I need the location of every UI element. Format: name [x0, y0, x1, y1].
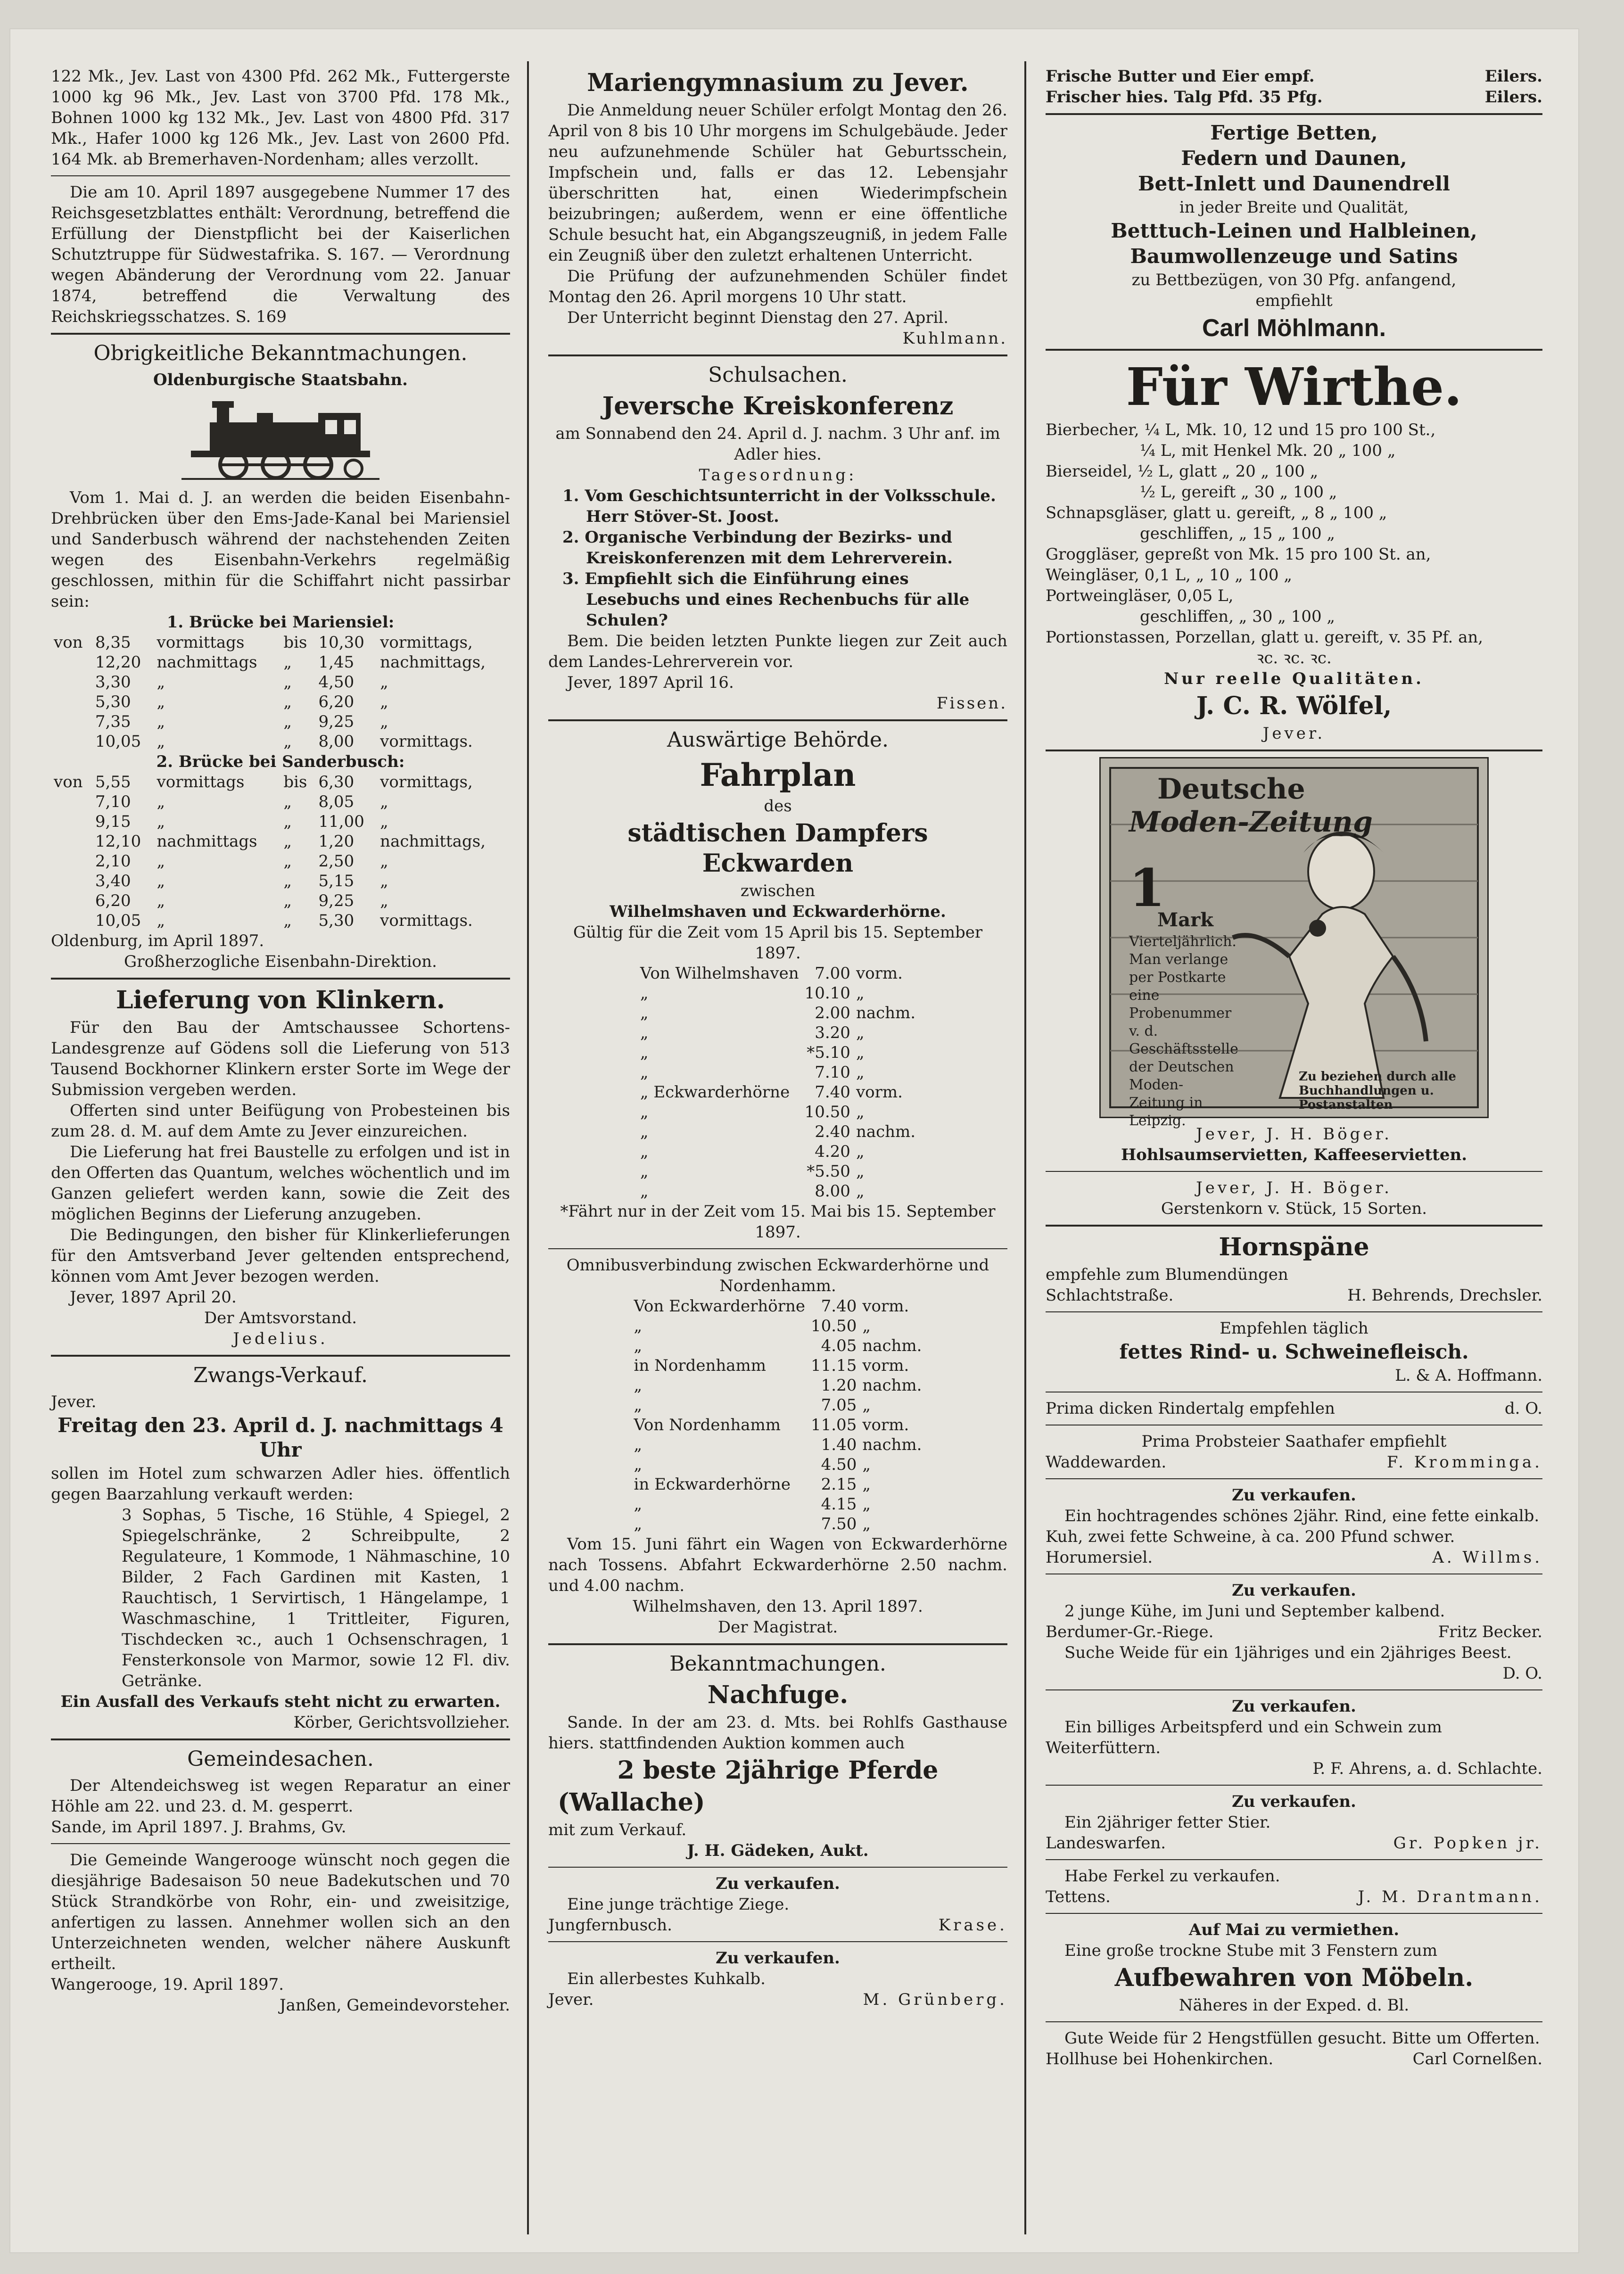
tagesordnung-item-3: 3. Empfiehlt sich die Einführung eines Lesebuchs und eines Rechenbuchs für alle Schulen?: [562, 569, 970, 630]
butter-sign-1: Eilers.: [1484, 67, 1542, 86]
divider: [1046, 1311, 1542, 1312]
omnibus-sign: Der Magistrat.: [717, 1618, 838, 1637]
hornspaene-text: empfehle zum Blumendüngen: [1046, 1265, 1288, 1284]
table-row: 12,20 nachmittags „ 1,45 nachmittags,: [95, 653, 486, 672]
saathafer-place: Waddewarden.: [1046, 1453, 1167, 1472]
kreiskonferenz-sign: Fissen.: [936, 694, 1007, 713]
section-title-obrigkeitlich: Obrigkeitliche Bekanntmachungen.: [93, 341, 468, 365]
column-1: [38, 66, 523, 2225]
kuehe-sign: Fritz Becker.: [1438, 1623, 1542, 1641]
table-row: „ 4.05 nachm.: [634, 1336, 922, 1355]
moden-title-1: Deutsche: [1157, 773, 1305, 806]
table-row: von 5,55 vormittags bis 6,30 vormittags,: [54, 773, 473, 791]
table-row: „ 2.00 nachm.: [640, 1004, 916, 1022]
pferde-headline: 2 beste 2jährige Pferde: [617, 1756, 939, 1785]
hengst-sign-row: [1046, 2049, 1542, 2069]
fahrplan-zwischen: zwischen: [740, 882, 816, 900]
staatsbahn-sign: Großherzogliche Eisenbahn-Direktion.: [124, 952, 437, 971]
vermiethen-title: Auf Mai zu vermiethen.: [1188, 1920, 1400, 1939]
klinker-title: Lieferung von Klinkern.: [115, 986, 445, 1014]
wirthe-place: Jever.: [1262, 724, 1326, 743]
rind-sign-row: [1046, 1547, 1542, 1568]
arbeitspferd-text: Ein billiges Arbeitspferd und ein Schwein zum Weiterfüttern.: [1046, 1718, 1442, 1757]
tagesordnung-item-1: 1. Vom Geschichtsunterricht in der Volksschule. Herr Stöver-St. Joost.: [562, 486, 996, 526]
table-row: in Nordenhamm 11.15 vorm.: [634, 1356, 909, 1375]
list-item: Bierbecher, ¼ L, Mk. 10, 12 und 15 pro 100 St.,: [1046, 420, 1436, 439]
butter-line-2: [1046, 87, 1542, 107]
gymnasium-text-3: Der Unterricht beginnt Dienstag den 27. April.: [567, 308, 949, 327]
divider: [548, 1867, 1007, 1868]
divider: [1046, 1171, 1542, 1172]
table-row: 3,40 „ „ 5,15 „: [95, 872, 388, 890]
gemeinde-sign-2: Janßen, Gemeindevorsteher.: [280, 1996, 510, 2015]
list-item: Weingläser, 0,1 L, „ 10 „ 100 „: [1046, 566, 1292, 585]
kuehe-sign-row: [1046, 1622, 1542, 1642]
divider: [548, 1643, 1007, 1645]
butter-text-2: Frischer hies. Talg Pfd. 35 Pfg.: [1046, 88, 1323, 107]
betten-line-3: Bett-Inlett und Daunendrell: [1138, 172, 1450, 195]
fleisch-title: fettes Rind- u. Schweinefleisch.: [1119, 1340, 1469, 1363]
butter-sign-2: Eilers.: [1484, 88, 1542, 107]
table-row: 2,10 „ „ 2,50 „: [95, 852, 388, 871]
column-rule-1: [527, 61, 529, 2234]
omnibus-text: Vom 15. Juni fährt ein Wagen von Eckwarderhörne nach Tossens. Abfahrt Eckwarderhörne 2.50 nachm. und 4.00 nachm.: [548, 1535, 1007, 1595]
divider: [51, 1355, 510, 1357]
list-item: ꝛc. ꝛc. ꝛc.: [1256, 649, 1332, 667]
betten-line-4: in jeder Breite und Qualität,: [1179, 198, 1409, 217]
divider: [51, 978, 510, 980]
ferkel-sign-row: [1046, 1887, 1542, 1907]
moden-mark: Mark: [1157, 909, 1213, 931]
weide-sign: D. O.: [1502, 1664, 1542, 1683]
moden-title-2: Moden-Zeitung: [1129, 806, 1373, 839]
wallache-headline: (Wallache): [558, 1788, 705, 1817]
fleisch-sign: L. & A. Hoffmann.: [1395, 1366, 1542, 1385]
divider: [548, 1941, 1007, 1942]
nachfuge-text: Sande. In der am 23. d. Mts. bei Rohlfs Gasthause hiers. stattfindenden Auktion kommen auch: [548, 1713, 1007, 1753]
divider: [1046, 1859, 1542, 1860]
gerstenkorn-text: Gerstenkorn v. Stück, 15 Sorten.: [1161, 1199, 1427, 1218]
list-item: Groggläser, gepreßt von Mk. 15 pro 100 St. an,: [1046, 545, 1431, 564]
moden-text: Vierteljährlich. Man verlange per Postkarte eine Probenummer v. d. Geschäftsstelle der Deutschen Moden-Zeitung in Leipzig.: [1129, 933, 1238, 1129]
list-item: Portionstassen, Porzellan, glatt u. gereift, v. 35 Pf. an,: [1046, 628, 1484, 647]
fleisch-pre: Empfehlen täglich: [1220, 1319, 1368, 1338]
hengst-sign: Carl Cornelßen.: [1412, 2050, 1542, 2068]
divider: [1046, 1689, 1542, 1690]
betten-line-8: empfiehlt: [1255, 291, 1333, 310]
talg-sign: d. O.: [1504, 1399, 1542, 1418]
wirthe-title: Für Wirthe.: [1126, 356, 1462, 417]
klinker-sign-2: Jedelius.: [233, 1329, 328, 1348]
table-row: „ 10.50 „: [634, 1317, 871, 1335]
nachfuge-title: Nachfuge.: [707, 1681, 849, 1709]
verkauf2-name: M. Grünberg.: [863, 1990, 1007, 2009]
betten-sign: Carl Möhlmann.: [1202, 314, 1386, 342]
divider: [548, 719, 1007, 721]
reichsgesetzblatt-notice: Die am 10. April 1897 ausgegebene Nummer 17 des Reichsgesetzblattes enthält: Verordnung, betreffend die Erfüllung der Dienstpflicht bei der Kaiserlichen Schutztruppe für Südwestafrika. S. 167. — Verordnung wegen Abänderung der Verordnung vom 22. Januar 1874, betreffend die Verwaltung des Reichskriegsschatzes. S. 169: [51, 183, 510, 326]
staatsbahn-place: Oldenburg, im April 1897.: [51, 931, 264, 950]
kreiskonferenz-bem: Bem. Die beiden letzten Punkte liegen zur Zeit auch dem Landes-Lehrerverein vor.: [548, 632, 1007, 671]
verkauf1-name: Krase.: [938, 1916, 1007, 1935]
fahrplan-subtitle: städtischen Dampfers Eckwarden: [627, 819, 928, 878]
list-item: Schnapsgläser, glatt u. gereift, „ 8 „ 100 „: [1046, 503, 1387, 522]
betten-line-2: Federn und Daunen,: [1181, 147, 1407, 170]
hohlsaum-text: Hohlsaumservietten, Kaffeeservietten.: [1121, 1145, 1467, 1164]
table-row: von 8,35 vormittags bis 10,30 vormittags,: [54, 633, 473, 652]
schulsachen-title: Schulsachen.: [708, 363, 848, 387]
moebel-title: Aufbewahren von Möbeln.: [1114, 1963, 1474, 1992]
verkauf2-text: Ein allerbestes Kuhkalb.: [567, 1969, 766, 1988]
stier-sign-row: [1046, 1833, 1542, 1854]
gemeinde-date-2: Wangerooge, 19. April 1897.: [51, 1975, 284, 1994]
verkauf1-title: Zu verkaufen.: [716, 1874, 840, 1893]
gemeinde-title: Gemeindesachen.: [187, 1747, 374, 1771]
gymnasium-title: Mariengymnasium zu Jever.: [587, 68, 969, 97]
kreiskonferenz-title: Jeversche Kreiskonferenz: [602, 392, 954, 420]
divider: [1046, 1478, 1542, 1479]
list-item: Portweingläser, 0,05 L,: [1046, 586, 1234, 605]
table-row: „ 1.40 nachm.: [634, 1435, 922, 1454]
verkauf2-title: Zu verkaufen.: [716, 1949, 840, 1968]
zwang-title: Zwangs-Verkauf.: [193, 1363, 368, 1387]
divider: [51, 333, 510, 335]
betten-line-6: Baumwollenzeuge und Satins: [1130, 245, 1458, 268]
table-row: „ 7.05 „: [634, 1396, 871, 1415]
hohlsaum-sign: Jever, J. H. Böger.: [1196, 1178, 1392, 1197]
staatsbahn-text: Vom 1. Mai d. J. an werden die beiden Eisenbahn-Drehbrücken über den Ems-Jade-Kanal bei Mariensiel und Sanderbusch während der nachstehenden Zeiten wegen des Eisenbahn-Verkehrs regelmäßig geschlossen, mithin für die Schiffahrt nicht passirbar sein:: [51, 488, 510, 611]
verkauf1-sign-row: [548, 1915, 1007, 1936]
vermiethen-text: Eine große trockne Stube mit 3 Fenstern zum: [1064, 1941, 1438, 1960]
staatsbahn-title: Oldenburgische Staatsbahn.: [153, 371, 408, 389]
rind-text: Ein hochtragendes schönes 2jähr. Rind, eine fette einkalb. Kuh, zwei fette Schweine, à ca. 200 Pfund schwer.: [1046, 1507, 1540, 1546]
omnibus-date: Wilhelmshaven, den 13. April 1897.: [633, 1597, 923, 1616]
klinker-text-1: Für den Bau der Amtschaussee Schortens-Landesgrenze auf Gödens soll die Lieferung von 513 Tausend Bockhorner Klinkern erster Sorte im Wege der Submission vergeben werden.: [51, 1018, 510, 1099]
fahrplan-des: des: [764, 797, 792, 816]
talg-row: [1046, 1398, 1542, 1419]
column-2: [535, 66, 1021, 2225]
list-item: ¼ L, mit Henkel Mk. 20 „ 100 „: [1140, 441, 1396, 460]
table-row: „ 10.10 „: [640, 984, 865, 1003]
klinker-date: Jever, 1897 April 20.: [70, 1288, 237, 1307]
ferkel-place: Tettens.: [1046, 1887, 1111, 1906]
gemeinde-sign-1: Sande, im April 1897. J. Brahms, Gv.: [51, 1818, 346, 1837]
ferkel-sign: J. M. Drantmann.: [1358, 1887, 1542, 1906]
table-row: 3,30 „ „ 4,50 „: [95, 673, 388, 692]
saathafer-text: Prima Probsteier Saathafer empfiehlt: [1141, 1432, 1447, 1451]
bruecke1-table: [51, 633, 510, 751]
betten-line-1: Fertige Betten,: [1210, 121, 1378, 144]
fahrplan-title: Fahrplan: [700, 757, 856, 793]
kreiskonferenz-text: am Sonnabend den 24. April d. J. nachm. 3 Uhr anf. im Adler hies.: [555, 424, 1000, 464]
klinker-sign-1: Der Amtsvorstand.: [204, 1309, 357, 1327]
table-row: „ *5.10 „: [640, 1043, 865, 1062]
butter-line-1: [1046, 66, 1542, 87]
moden-sign: Jever, J. H. Böger.: [1196, 1125, 1392, 1144]
fahrplan-valid: Gültig für die Zeit vom 15 April bis 15. September 1897.: [573, 923, 983, 963]
table-row: „ 2.40 nachm.: [640, 1122, 916, 1141]
stier-place: Landeswarfen.: [1046, 1834, 1166, 1853]
bruecke1-title: 1. Brücke bei Mariensiel:: [166, 613, 395, 632]
omnibus-table: [631, 1296, 925, 1534]
auswaertige-title: Auswärtige Behörde.: [667, 728, 889, 752]
ferkel-text: Habe Ferkel zu verkaufen.: [1064, 1867, 1280, 1886]
locomotive-icon: [181, 394, 379, 484]
freight-prices: 122 Mk., Jev. Last von 4300 Pfd. 262 Mk., Futtergerste 1000 kg 96 Mk., Jev. Last von 3700 Pfd. 178 Mk., Bohnen 1000 kg 132 Mk., Jev. Last von 4800 Pfd. 317 Mk., Hafer 1000 kg 126 Mk., Jev. Last von 2600 Pfd. 164 Mk. ab Bremerhaven-Nordenham; alles verzollt.: [51, 67, 510, 169]
table-row: 9,15 „ „ 11,00 „: [95, 812, 388, 831]
table-row: „ 10.50 „: [640, 1103, 865, 1121]
divider: [1046, 113, 1542, 115]
hengst-text: Gute Weide für 2 Hengstfüllen gesucht. Bitte um Offerten.: [1064, 2029, 1540, 2048]
klinker-text-4: Die Bedingungen, den bisher für Klinkerlieferungen für den Amtsverband Jever geltenden entsprechend, können vom Amt Jever bezogen werden.: [51, 1226, 510, 1286]
gemeinde-text-2: Die Gemeinde Wangerooge wünscht noch gegen die diesjährige Badesaison 50 neue Badekutschen und 70 Stück Strandkörbe von Rohr, ein- und zweisitzige, anfertigen zu lassen. Annehmer wollen sich an den Unterzeichneten wenden, welcher nähere Auskunft ertheilt.: [51, 1851, 510, 1973]
fahrplan-note: *Fährt nur in der Zeit vom 15. Mai bis 15. September 1897.: [560, 1202, 996, 1242]
bruecke2-table: [51, 772, 510, 931]
betten-line-5: Betttuch-Leinen und Halbleinen,: [1111, 219, 1477, 242]
table-row: 7,10 „ „ 8,05 „: [95, 792, 388, 811]
zwang-items: 3 Sophas, 5 Tische, 16 Stühle, 4 Spiegel, 2 Spiegelschränke, 2 Schreibpulte, 2 Regulateure, 1 Kommode, 1 Nähmaschine, 10 Bilder, 2 Fach Gardinen mit Kasten, 1 Rauchtisch, 1 Servirtisch, 1 Hängelampe, 1 Waschmaschine, 1 Trittleiter, Figuren, Tischdecken ꝛc., auch 1 Ochsenschragen, 1 Fensterkonsole von Marmor, sowie 12 Fl. div. Getränke.: [122, 1506, 510, 1690]
table-row: 12,10 nachmittags „ 1,20 nachmittags,: [95, 832, 486, 851]
tagesordnung-item-2: 2. Organische Verbindung der Bezirks- und Kreiskonferenzen mit dem Lehrerverein.: [562, 528, 953, 568]
table-row: „ 1.20 nachm.: [634, 1376, 922, 1395]
fahrplan-table: [637, 964, 918, 1201]
weide-text: Suche Weide für ein 1jähriges und ein 2jähriges Beest.: [1064, 1643, 1512, 1662]
table-row: Von Nordenhamm 11.05 vorm.: [634, 1416, 909, 1434]
table-row: 10,05 „ „ 5,30 vormittags.: [95, 911, 473, 930]
divider: [1046, 1785, 1542, 1786]
zwang-text: sollen im Hotel zum schwarzen Adler hies. öffentlich gegen Baarzahlung verkauft werden:: [51, 1464, 510, 1504]
zwang-place: Jever.: [51, 1392, 97, 1411]
newspaper-page: [9, 28, 1579, 2253]
table-row: Von Eckwarderhörne 7.40 vorm.: [634, 1297, 909, 1316]
verkauf2-sign-row: [548, 1989, 1007, 2010]
tagesordnung-label: Tagesordnung:: [699, 466, 857, 485]
saathafer-sign-row: [1046, 1452, 1542, 1473]
verkauf1-place: Jungfernbusch.: [548, 1916, 672, 1935]
moden-banner: Zu beziehen durch alle Buchhandlungen u. Postanstalten: [1299, 1070, 1456, 1112]
hornspaene-sign: H. Behrends, Drechsler.: [1347, 1286, 1542, 1305]
rind-place: Horumersiel.: [1046, 1548, 1153, 1567]
gemeinde-text-1: Der Altendeichsweg ist wegen Reparatur an einer Höhle am 22. und 23. d. M. gesperrt.: [51, 1776, 510, 1816]
table-row: „ 4.15 „: [634, 1495, 871, 1514]
table-row: 7,35 „ „ 9,25 „: [95, 712, 388, 731]
table-row: in Eckwarderhörne 2.15 „: [634, 1475, 871, 1494]
wirthe-note: Nur reelle Qualitäten.: [1164, 669, 1424, 688]
divider: [1046, 2021, 1542, 2022]
hornspaene-title: Hornspäne: [1219, 1233, 1369, 1261]
kuehe-title: Zu verkaufen.: [1232, 1581, 1356, 1600]
hornspaene-place: Schlachtstraße.: [1046, 1286, 1174, 1305]
list-item: ½ L, gereift „ 30 „ 100 „: [1140, 483, 1337, 502]
list-item: geschliffen, „ 15 „ 100 „: [1140, 524, 1335, 543]
table-row: „ 4.20 „: [640, 1142, 865, 1161]
rind-title: Zu verkaufen.: [1232, 1486, 1356, 1505]
butter-text-1: Frische Butter und Eier empf.: [1046, 67, 1315, 86]
moden-zeitung-ad: [1099, 757, 1489, 1129]
table-row: „ *5.50 „: [640, 1162, 865, 1181]
bruecke2-title: 2. Brücke bei Sanderbusch:: [156, 752, 405, 771]
moebel-text: Näheres in der Exped. d. Bl.: [1179, 1996, 1410, 2015]
zwang-date: Freitag den 23. April d. J. nachmittags 4 Uhr: [58, 1414, 503, 1461]
kuehe-place: Berdumer-Gr.-Riege.: [1046, 1623, 1214, 1641]
table-row: „ 7.10 „: [640, 1063, 865, 1082]
table-row: „ Eckwarderhörne 7.40 vorm.: [640, 1083, 903, 1102]
list-item: Bierseidel, ½ L, glatt „ 20 „ 100 „: [1046, 462, 1319, 481]
kreiskonferenz-date: Jever, 1897 April 16.: [567, 673, 734, 692]
divider: [51, 1738, 510, 1740]
wirthe-sign: J. C. R. Wölfel,: [1196, 692, 1392, 720]
omnibus-title: Omnibusverbindung zwischen Eckwarderhörne und Nordenhamm.: [566, 1256, 989, 1295]
table-row: „ 8.00 „: [640, 1182, 865, 1201]
wirthe-price-list: [1046, 420, 1542, 668]
table-row: „ 4.50 „: [634, 1455, 871, 1474]
divider: [548, 354, 1007, 356]
klinker-text-2: Offerten sind unter Beifügung von Probesteinen bis zum 28. d. M. auf dem Amte zu Jever einzureichen.: [51, 1101, 510, 1141]
zwang-sign: Körber, Gerichtsvollzieher.: [293, 1713, 510, 1732]
divider: [51, 175, 510, 176]
betten-line-7: zu Bettbezügen, von 30 Pfg. anfangend,: [1131, 271, 1457, 289]
nachfuge-sign: J. H. Gädeken, Aukt.: [687, 1841, 869, 1860]
column-3: [1032, 66, 1556, 2225]
saathafer-sign: F. Kromminga.: [1386, 1453, 1542, 1472]
divider: [1046, 1225, 1542, 1227]
kuehe-text: 2 junge Kühe, im Juni und September kalbend.: [1064, 1602, 1445, 1621]
fahrplan-route: Wilhelmshaven und Eckwarderhörne.: [610, 902, 946, 921]
moden-price: 1: [1129, 857, 1165, 918]
hengst-place: Hollhuse bei Hohenkirchen.: [1046, 2050, 1274, 2068]
divider: [1046, 349, 1542, 351]
arbeitspferd-title: Zu verkaufen.: [1232, 1697, 1356, 1716]
bekanntmachungen-title: Bekanntmachungen.: [669, 1652, 886, 1676]
list-item: geschliffen, „ 30 „ 100 „: [1140, 607, 1335, 626]
stier-title: Zu verkaufen.: [1232, 1792, 1356, 1811]
nachfuge-mit: mit zum Verkauf.: [548, 1821, 687, 1839]
divider: [1046, 750, 1542, 751]
gymnasium-text-1: Die Anmeldung neuer Schüler erfolgt Montag den 26. April von 8 bis 10 Uhr morgens im Schulgebäude. Jeder neu aufzunehmende Schüler hat Geburtsschein, Impfschein und, falls er das 12. Lebensjahr überschritten hat, einen Wiederimpfschein beizubringen; außerdem, wenn er eine öffentliche Schule besucht hat, ein Abgangszeugniß, in jedem Falle ein Zeugniß über den zuletzt erhaltenen Unterricht.: [548, 101, 1007, 265]
arbeitspferd-sign: P. F. Ahrens, a. d. Schlachte.: [1312, 1759, 1542, 1778]
table-row: 10,05 „ „ 8,00 vormittags.: [95, 732, 473, 751]
table-row: Von Wilhelmshaven 7.00 vorm.: [640, 964, 903, 983]
column-rule-2: [1024, 61, 1026, 2234]
table-row: 6,20 „ „ 9,25 „: [95, 891, 388, 910]
klinker-text-3: Die Lieferung hat frei Baustelle zu erfolgen und ist in den Offerten das Quantum, welches wöchentlich und im Ganzen geliefert werden kann, sowie die Zeit des möglichen Beginns der Lieferung anzugeben.: [51, 1143, 510, 1224]
talg-text: Prima dicken Rindertalg empfehlen: [1046, 1399, 1335, 1418]
rind-sign: A. Willms.: [1432, 1548, 1542, 1567]
table-row: „ 3.20 „: [640, 1023, 865, 1042]
divider: [548, 1248, 1007, 1249]
divider: [1046, 1913, 1542, 1914]
table-row: 5,30 „ „ 6,20 „: [95, 692, 388, 711]
stier-sign: Gr. Popken jr.: [1393, 1834, 1542, 1853]
verkauf2-place: Jever.: [548, 1990, 594, 2009]
stier-text: Ein 2jähriger fetter Stier.: [1064, 1813, 1271, 1832]
gymnasium-text-2: Die Prüfung der aufzunehmenden Schüler findet Montag den 26. April morgens 10 Uhr statt.: [548, 267, 1007, 306]
zwang-note: Ein Ausfall des Verkaufs steht nicht zu erwarten.: [60, 1692, 501, 1711]
hornspaene-sign-row: [1046, 1285, 1542, 1306]
verkauf1-text: Eine junge trächtige Ziege.: [567, 1895, 790, 1914]
table-row: „ 7.50 „: [634, 1515, 871, 1533]
divider: [51, 1843, 510, 1844]
gymnasium-sign: Kuhlmann.: [902, 329, 1007, 348]
